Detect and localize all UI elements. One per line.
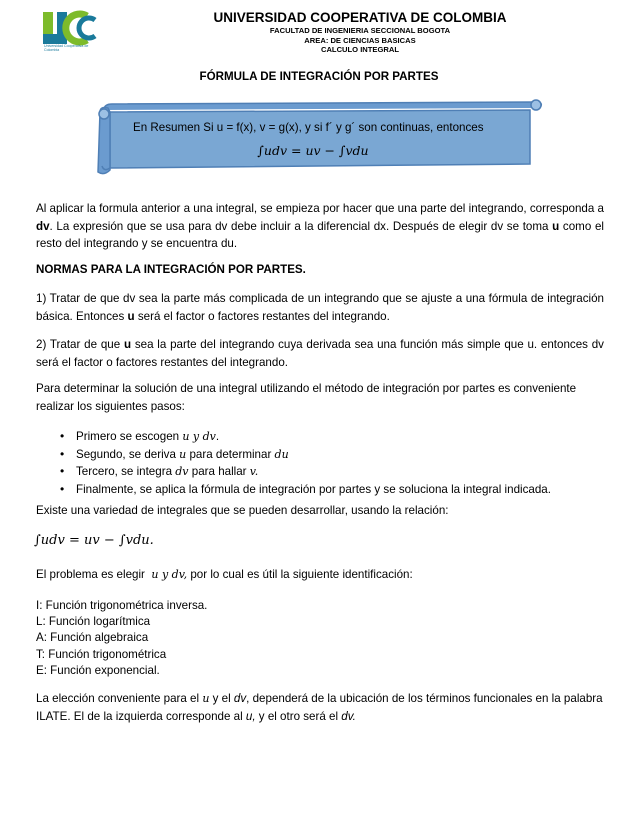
conclusion-text-b: y el <box>212 692 231 705</box>
rule-2-text: 2) Tratar de que <box>36 338 121 351</box>
intro-dv: dv <box>36 219 50 233</box>
rule-1-u: u <box>127 309 135 323</box>
step-math-2: du <box>274 447 289 461</box>
faculty-name: FACULTAD DE INGENIERIA SECCIONAL BOGOTA <box>269 26 451 35</box>
rule-1 <box>36 290 604 325</box>
university-name: UNIVERSIDAD COOPERATIVA DE COLOMBIA <box>213 10 507 25</box>
ilate-item: I: Función trigonométrica inversa. <box>36 599 208 612</box>
problem-end: por lo cual es útil la siguiente identificación: <box>190 568 413 581</box>
intro-paragraph <box>36 200 604 253</box>
rule-1-end: será el factor o factores restantes del integrando. <box>137 309 390 323</box>
ilate-item: A: Función algebraica <box>36 631 149 645</box>
conclusion-u: u <box>202 692 210 705</box>
problem-lead: El problema es elegir <box>36 568 145 581</box>
summary-scroll <box>90 94 550 180</box>
step-math: dv <box>175 465 189 479</box>
page-title: FÓRMULA DE INTEGRACIÓN POR PARTES <box>199 70 439 83</box>
step-math-2: v. <box>249 465 259 479</box>
intro-text-2: . La expresión que se usa para dv debe incluir a la diferencial dx. Después de elegir dv se toma <box>49 219 549 233</box>
step-math: u y dv <box>182 430 216 443</box>
relation-formula: ∫udv = uv − ∫vdu. <box>34 533 154 548</box>
rules-heading: NORMAS PARA LA INTEGRACIÓN POR PARTES. <box>36 263 306 276</box>
step-text: Tercero, se integra <box>76 465 173 479</box>
ilate-item: T: Función trigonométrica <box>36 647 167 661</box>
intro-text-1: Al aplicar la formula anterior a una integral, se empieza por hacer que una parte del integrando, corresponda a <box>36 202 604 215</box>
conclusion-text-d: y el otro será el <box>258 709 339 723</box>
conclusion-text-a: La elección conveniente para el <box>36 692 200 705</box>
logo-caption: Universidad Cooperativa de Colombia <box>44 44 89 53</box>
step-math: u <box>179 447 187 461</box>
step-end: . <box>215 430 220 443</box>
list-item <box>62 446 582 464</box>
step-end: para determinar <box>189 447 272 461</box>
step-text: Finalmente, se aplica la fórmula de integración por partes y se soluciona la integral indicada. <box>76 482 551 496</box>
rule-2-end: sea la parte del integrando cuya derivada sea una función más simple que u. entonces dv será el factor o factores restantes del integrando. <box>36 338 604 369</box>
steps-list <box>62 428 582 498</box>
summary-formula: ∫udv = uv − ∫vdu <box>257 143 369 158</box>
intro-text-3: como el resto del integrando y se encuentra du. <box>36 219 604 250</box>
intro-u: u <box>552 219 560 233</box>
variety-text: Existe una variedad de integrales que se pueden desarrollar, usando la relación: <box>36 504 449 517</box>
conclusion-dv: dv <box>233 692 247 705</box>
area-name: AREA: DE CIENCIAS BASICAS <box>304 35 416 45</box>
document-header <box>150 10 570 55</box>
university-logo <box>35 10 103 66</box>
conclusion-text-c: , dependerá de la ubicación de los términos funcionales en la palabra ILATE. El de la izquierda corresponde al <box>36 692 603 723</box>
problem-text <box>36 566 604 584</box>
list-item <box>62 428 582 446</box>
ilate-list <box>36 598 604 679</box>
conclusion-u2: u, <box>245 709 256 723</box>
list-item <box>62 463 582 481</box>
rule-2 <box>36 336 604 371</box>
list-item <box>62 481 582 499</box>
course-name: CALCULO INTEGRAL <box>320 45 400 55</box>
rule-1-text: 1) Tratar de que dv sea la parte más complicada de un integrando que se ajuste a una fórmula de integración básica. Entonces <box>36 292 604 323</box>
conclusion-paragraph <box>36 690 604 725</box>
step-text: Segundo, se deriva <box>76 447 176 461</box>
steps-intro: Para determinar la solución de una integral utilizando el método de integración por partes es conveniente realizar los siguientes pasos: <box>36 382 577 413</box>
summary-text: En Resumen Si u = f(x), v = g(x), y si f´ y g´ son continuas, entonces <box>133 121 484 134</box>
step-text: Primero se escogen <box>76 430 180 443</box>
conclusion-dv2: dv. <box>341 709 356 723</box>
problem-math: u y dv, <box>151 568 188 581</box>
step-end: para hallar <box>191 465 247 479</box>
ilate-item: E: Función exponencial. <box>36 663 160 677</box>
ilate-item: L: Función logarítmica <box>36 615 151 629</box>
rule-2-u: u <box>123 338 132 351</box>
